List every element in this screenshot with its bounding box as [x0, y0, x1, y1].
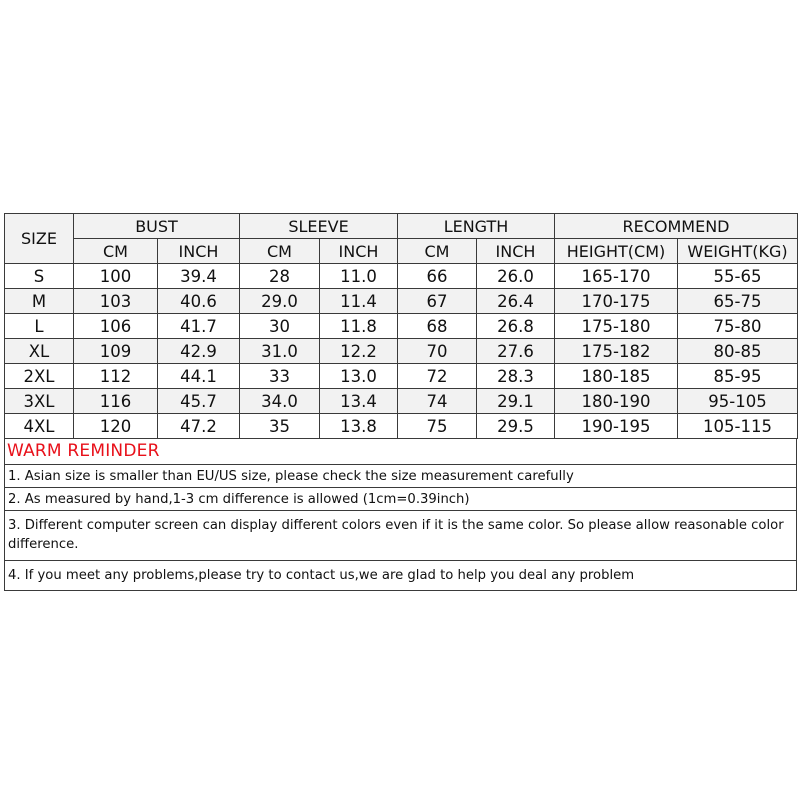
cell-height: 165-170	[555, 264, 678, 289]
cell-size: 4XL	[5, 414, 74, 439]
cell-weight: 55-65	[678, 264, 798, 289]
cell-length-inch: 28.3	[477, 364, 555, 389]
cell-bust-inch: 41.7	[158, 314, 240, 339]
cell-length-inch: 26.8	[477, 314, 555, 339]
table-body	[5, 264, 798, 439]
cell-bust-inch: 40.6	[158, 289, 240, 314]
cell-sleeve-inch: 12.2	[320, 339, 398, 364]
cell-bust-cm: 120	[74, 414, 158, 439]
cell-bust-cm: 106	[74, 314, 158, 339]
header-sleeve-inch: INCH	[320, 239, 398, 264]
table-row	[5, 414, 798, 439]
cell-size: S	[5, 264, 74, 289]
header-sub-row	[5, 239, 798, 264]
header-length-inch: INCH	[477, 239, 555, 264]
cell-size: L	[5, 314, 74, 339]
header-sleeve-cm: CM	[240, 239, 320, 264]
header-sleeve: SLEEVE	[240, 214, 398, 239]
cell-sleeve-cm: 33	[240, 364, 320, 389]
cell-sleeve-cm: 28	[240, 264, 320, 289]
cell-height: 180-185	[555, 364, 678, 389]
cell-sleeve-inch: 11.0	[320, 264, 398, 289]
reminder-note-3: 3. Different computer screen can display different colors even if it is the same color. So please allow reasonable color difference.	[5, 511, 797, 561]
table-row	[5, 264, 798, 289]
cell-sleeve-inch: 13.0	[320, 364, 398, 389]
reminder-note-row	[5, 465, 797, 488]
cell-sleeve-inch: 13.8	[320, 414, 398, 439]
header-bust-cm: CM	[74, 239, 158, 264]
cell-sleeve-inch: 11.4	[320, 289, 398, 314]
reminder-note-row	[5, 511, 797, 561]
cell-bust-cm: 100	[74, 264, 158, 289]
cell-sleeve-cm: 34.0	[240, 389, 320, 414]
cell-bust-inch: 45.7	[158, 389, 240, 414]
reminder-note-4: 4. If you meet any problems,please try to contact us,we are glad to help you deal any problem	[5, 561, 797, 591]
cell-size: XL	[5, 339, 74, 364]
cell-height: 190-195	[555, 414, 678, 439]
cell-height: 180-190	[555, 389, 678, 414]
cell-bust-cm: 112	[74, 364, 158, 389]
header-weight: WEIGHT(KG)	[678, 239, 798, 264]
cell-length-inch: 27.6	[477, 339, 555, 364]
cell-weight: 80-85	[678, 339, 798, 364]
table-row	[5, 314, 798, 339]
cell-length-cm: 67	[398, 289, 477, 314]
header-height: HEIGHT(CM)	[555, 239, 678, 264]
cell-length-inch: 26.0	[477, 264, 555, 289]
table-header	[5, 214, 798, 264]
cell-size: 2XL	[5, 364, 74, 389]
cell-length-cm: 75	[398, 414, 477, 439]
cell-length-cm: 70	[398, 339, 477, 364]
cell-size: 3XL	[5, 389, 74, 414]
cell-sleeve-cm: 29.0	[240, 289, 320, 314]
cell-bust-inch: 47.2	[158, 414, 240, 439]
cell-height: 175-182	[555, 339, 678, 364]
cell-weight: 75-80	[678, 314, 798, 339]
cell-bust-cm: 103	[74, 289, 158, 314]
header-group-row	[5, 214, 798, 239]
cell-sleeve-inch: 11.8	[320, 314, 398, 339]
cell-length-cm: 72	[398, 364, 477, 389]
cell-height: 170-175	[555, 289, 678, 314]
cell-bust-inch: 42.9	[158, 339, 240, 364]
cell-length-cm: 68	[398, 314, 477, 339]
header-recommend: RECOMMEND	[555, 214, 798, 239]
table-row	[5, 364, 798, 389]
reminder-note-row	[5, 488, 797, 511]
cell-length-inch: 29.5	[477, 414, 555, 439]
cell-sleeve-cm: 35	[240, 414, 320, 439]
cell-size: M	[5, 289, 74, 314]
header-size: SIZE	[5, 214, 74, 264]
cell-sleeve-inch: 13.4	[320, 389, 398, 414]
warm-reminder-section	[4, 439, 797, 591]
cell-weight: 65-75	[678, 289, 798, 314]
cell-length-inch: 26.4	[477, 289, 555, 314]
cell-sleeve-cm: 30	[240, 314, 320, 339]
cell-bust-cm: 109	[74, 339, 158, 364]
header-bust: BUST	[74, 214, 240, 239]
table-row	[5, 289, 798, 314]
cell-weight: 105-115	[678, 414, 798, 439]
table-row	[5, 389, 798, 414]
reminder-note-row	[5, 561, 797, 591]
cell-length-inch: 29.1	[477, 389, 555, 414]
cell-bust-inch: 39.4	[158, 264, 240, 289]
reminder-note-1: 1. Asian size is smaller than EU/US size, please check the size measurement carefully	[5, 465, 797, 488]
cell-sleeve-cm: 31.0	[240, 339, 320, 364]
cell-weight: 85-95	[678, 364, 798, 389]
cell-bust-cm: 116	[74, 389, 158, 414]
cell-bust-inch: 44.1	[158, 364, 240, 389]
reminder-title: WARM REMINDER	[5, 439, 797, 465]
size-table	[4, 213, 798, 439]
header-length: LENGTH	[398, 214, 555, 239]
header-bust-inch: INCH	[158, 239, 240, 264]
size-chart	[4, 213, 797, 591]
header-length-cm: CM	[398, 239, 477, 264]
reminder-title-row	[5, 439, 797, 465]
cell-weight: 95-105	[678, 389, 798, 414]
cell-length-cm: 74	[398, 389, 477, 414]
cell-length-cm: 66	[398, 264, 477, 289]
cell-height: 175-180	[555, 314, 678, 339]
reminder-note-2: 2. As measured by hand,1-3 cm difference is allowed (1cm=0.39inch)	[5, 488, 797, 511]
table-row	[5, 339, 798, 364]
